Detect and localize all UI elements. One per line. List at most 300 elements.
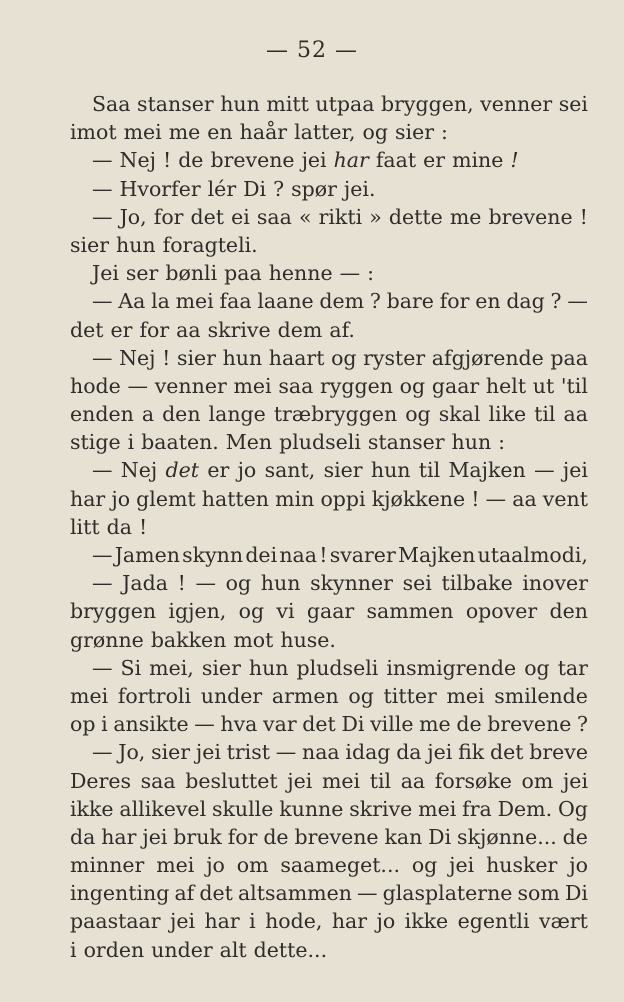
word: pludseli bbox=[279, 430, 361, 455]
word: huse. bbox=[280, 627, 336, 652]
word: til bbox=[369, 768, 392, 793]
word: er bbox=[207, 458, 230, 483]
word: rikti bbox=[318, 204, 363, 229]
word: skulle bbox=[211, 796, 274, 821]
word: dei bbox=[245, 543, 278, 567]
word: : bbox=[498, 430, 506, 455]
word: hode bbox=[70, 373, 121, 398]
word: om bbox=[521, 768, 554, 793]
word: naa bbox=[302, 740, 340, 765]
word: gaar bbox=[306, 599, 355, 624]
word: ! bbox=[471, 486, 480, 511]
word: jo bbox=[111, 486, 131, 511]
text-line bbox=[70, 259, 588, 287]
word: ryggen bbox=[320, 373, 393, 398]
text-line bbox=[70, 231, 588, 259]
word: — bbox=[92, 571, 113, 596]
word: stige bbox=[70, 430, 121, 455]
word: en bbox=[475, 289, 501, 314]
word: Aa bbox=[118, 289, 146, 314]
word: Og bbox=[558, 796, 588, 821]
word: Dem. bbox=[497, 796, 553, 821]
word: — bbox=[194, 712, 215, 737]
word: Si bbox=[120, 655, 142, 680]
word: og bbox=[524, 655, 550, 680]
word: vært bbox=[538, 909, 588, 934]
word: og bbox=[238, 599, 265, 624]
word: ! bbox=[162, 345, 171, 370]
word: som bbox=[517, 881, 560, 906]
word: har bbox=[101, 824, 137, 849]
word: latter, bbox=[294, 120, 356, 145]
word: vi bbox=[276, 599, 295, 624]
text-line bbox=[70, 851, 588, 879]
word: — bbox=[92, 543, 113, 567]
word: saa bbox=[140, 768, 176, 793]
word: oppi bbox=[320, 486, 366, 511]
word: me bbox=[419, 712, 451, 737]
word: fik bbox=[458, 740, 485, 765]
word: enden bbox=[70, 402, 134, 427]
word: 'til bbox=[560, 373, 588, 398]
word: for bbox=[153, 204, 184, 229]
word: venner bbox=[480, 92, 553, 116]
text-line bbox=[70, 456, 588, 484]
word: lange bbox=[208, 402, 266, 427]
word: Jada bbox=[122, 571, 168, 596]
word: jei bbox=[562, 768, 588, 793]
word: for bbox=[139, 317, 170, 342]
word: orden bbox=[83, 937, 145, 962]
word: træbryggen bbox=[273, 402, 398, 427]
word: ser bbox=[125, 261, 159, 286]
word: mei bbox=[123, 120, 162, 145]
word: alt bbox=[219, 937, 247, 962]
word: er bbox=[110, 317, 133, 342]
word: venner bbox=[154, 373, 227, 398]
word: af bbox=[174, 881, 195, 906]
word: Jei bbox=[92, 261, 119, 286]
page-number: — 52 — bbox=[266, 38, 358, 63]
word: brevene bbox=[210, 148, 295, 173]
word: tilbake bbox=[441, 571, 513, 596]
text-line bbox=[70, 626, 588, 654]
word: har bbox=[70, 486, 106, 511]
word: — bbox=[195, 571, 217, 596]
word: dag bbox=[506, 289, 545, 314]
word: i bbox=[101, 712, 108, 737]
word: jei bbox=[427, 740, 453, 765]
word: utpaa bbox=[315, 92, 375, 116]
word: mei, bbox=[149, 655, 194, 680]
word: og bbox=[331, 345, 357, 370]
word: skynner bbox=[310, 571, 393, 596]
word: : bbox=[367, 261, 375, 286]
text-line bbox=[70, 428, 588, 456]
word: Jamen bbox=[114, 543, 180, 567]
word: faat bbox=[375, 148, 417, 173]
word: og bbox=[348, 683, 374, 708]
word: — bbox=[339, 261, 361, 286]
text-line bbox=[70, 682, 588, 710]
word: — bbox=[92, 345, 113, 370]
word: det bbox=[165, 458, 200, 483]
word: for bbox=[439, 289, 470, 314]
word: Deres bbox=[70, 768, 132, 793]
word: det bbox=[302, 712, 336, 737]
word: lér bbox=[207, 176, 237, 201]
word: mei bbox=[156, 853, 195, 878]
word: jei bbox=[287, 768, 313, 793]
word: Nej bbox=[119, 345, 156, 370]
text-line bbox=[70, 400, 588, 428]
word: glemt bbox=[136, 486, 196, 511]
word: — bbox=[357, 881, 378, 906]
word: ingenting bbox=[70, 881, 170, 906]
text-line bbox=[70, 372, 588, 400]
word: og bbox=[399, 373, 426, 398]
word: me bbox=[168, 120, 201, 145]
word: ? bbox=[273, 176, 285, 201]
word: aa bbox=[176, 317, 201, 342]
text-line bbox=[70, 316, 588, 344]
word: mine bbox=[452, 148, 504, 173]
word: Saa bbox=[92, 92, 131, 116]
word: da bbox=[106, 514, 132, 539]
word: trist bbox=[226, 740, 270, 765]
word: — bbox=[92, 740, 113, 765]
word: mei bbox=[418, 796, 457, 821]
text-line bbox=[70, 569, 588, 597]
word: den bbox=[549, 599, 588, 624]
word: insmigrende bbox=[386, 655, 517, 680]
word: sier bbox=[176, 345, 216, 370]
word: Jo, bbox=[119, 204, 147, 229]
word: armen bbox=[271, 683, 339, 708]
word: jei bbox=[301, 148, 327, 173]
text-line bbox=[70, 513, 588, 541]
word: a bbox=[141, 402, 155, 427]
word: de bbox=[263, 824, 289, 849]
word: kunne bbox=[279, 796, 344, 821]
word: sei bbox=[558, 92, 588, 116]
word: la bbox=[151, 289, 170, 314]
word: gaar bbox=[431, 373, 480, 398]
word: ville bbox=[370, 712, 414, 737]
word: haart bbox=[268, 345, 325, 370]
word: minner bbox=[70, 853, 145, 878]
word: skynn bbox=[182, 543, 244, 567]
word: Di bbox=[428, 824, 452, 849]
word: brevene bbox=[488, 204, 573, 229]
word: min bbox=[275, 486, 315, 511]
word: like bbox=[488, 402, 527, 427]
text-line bbox=[70, 203, 588, 231]
word: mei bbox=[175, 289, 214, 314]
text-line bbox=[70, 767, 588, 795]
word: Di bbox=[341, 712, 365, 737]
word: jo bbox=[569, 853, 588, 878]
word: utaalmodi, bbox=[477, 543, 588, 567]
word: titter bbox=[383, 683, 437, 708]
word: ! bbox=[319, 543, 328, 567]
word: hode, bbox=[265, 909, 323, 934]
word: egentli bbox=[457, 909, 530, 934]
word: det bbox=[489, 740, 524, 765]
word: dem bbox=[277, 317, 323, 342]
body-text bbox=[70, 90, 588, 964]
word: bruk bbox=[173, 824, 222, 849]
word: besluttet bbox=[185, 768, 278, 793]
word: hva bbox=[220, 712, 258, 737]
word: Nej bbox=[119, 148, 156, 173]
word: ansikte bbox=[113, 712, 189, 737]
word: — bbox=[92, 148, 113, 173]
word: Nej bbox=[120, 458, 158, 483]
word: laane bbox=[257, 289, 314, 314]
word: op bbox=[70, 712, 96, 737]
word: ! bbox=[579, 204, 588, 229]
word: henne bbox=[268, 261, 333, 286]
word: forsøke bbox=[434, 768, 512, 793]
word: bønli bbox=[165, 261, 218, 286]
word: hun bbox=[116, 232, 156, 257]
word: Men bbox=[225, 430, 273, 455]
word: ryster bbox=[363, 345, 426, 370]
word: Majken bbox=[397, 543, 476, 567]
word: imot bbox=[70, 120, 117, 145]
word: — bbox=[92, 289, 113, 314]
text-line bbox=[70, 907, 588, 935]
word: : bbox=[441, 120, 448, 145]
word: de bbox=[178, 148, 204, 173]
word: Di bbox=[564, 881, 588, 906]
word: ! bbox=[138, 514, 148, 539]
word: det bbox=[199, 881, 233, 906]
word: jo bbox=[376, 909, 396, 934]
word: aa bbox=[512, 486, 537, 511]
word: hun bbox=[451, 430, 492, 455]
text-line bbox=[70, 710, 588, 738]
text-line bbox=[70, 175, 588, 203]
word: ? bbox=[576, 712, 588, 737]
word: ut bbox=[532, 373, 555, 398]
word: ? bbox=[369, 289, 381, 314]
word: hun bbox=[222, 345, 263, 370]
word: skrive bbox=[207, 317, 271, 342]
word: i bbox=[70, 937, 77, 962]
word: hun bbox=[370, 458, 411, 483]
word: afgjørende bbox=[431, 345, 544, 370]
text-line bbox=[70, 597, 588, 625]
word: saa bbox=[278, 373, 314, 398]
word: — bbox=[92, 458, 113, 483]
word: mei bbox=[70, 683, 109, 708]
word: stanser bbox=[367, 430, 445, 455]
word: mitt bbox=[266, 92, 309, 116]
text-line bbox=[70, 738, 588, 766]
word: en bbox=[207, 120, 233, 145]
word: brevene bbox=[487, 712, 572, 737]
text-line bbox=[70, 936, 588, 964]
word: for bbox=[227, 824, 258, 849]
word: baaten. bbox=[141, 430, 219, 455]
word: da bbox=[396, 740, 422, 765]
word: altsammen bbox=[237, 881, 352, 906]
word: og bbox=[362, 120, 389, 145]
word: idag bbox=[345, 740, 391, 765]
word: svarer bbox=[329, 543, 396, 567]
word: paa bbox=[550, 345, 588, 370]
word: « bbox=[298, 204, 312, 229]
word: sier bbox=[151, 740, 191, 765]
word: i bbox=[127, 430, 135, 455]
word: hun bbox=[220, 92, 260, 116]
word: Di bbox=[243, 176, 267, 201]
text-line bbox=[70, 654, 588, 682]
text-line bbox=[70, 118, 588, 146]
text-line bbox=[70, 541, 588, 569]
word: — bbox=[127, 373, 149, 398]
word: jei bbox=[142, 824, 168, 849]
word: mei bbox=[233, 373, 272, 398]
word: sier bbox=[201, 655, 241, 680]
word: er bbox=[423, 148, 446, 173]
word: bare bbox=[386, 289, 434, 314]
word: aa bbox=[563, 402, 588, 427]
word: til bbox=[534, 402, 556, 427]
word: brevene bbox=[294, 824, 379, 849]
word: paa bbox=[224, 261, 262, 286]
word: og bbox=[411, 853, 438, 878]
word: under bbox=[200, 683, 263, 708]
word: har bbox=[333, 148, 369, 173]
word: bryggen, bbox=[380, 92, 474, 116]
text-line bbox=[70, 485, 588, 513]
word: bryggen bbox=[70, 599, 157, 624]
word: jei bbox=[562, 458, 588, 483]
word: sier bbox=[323, 458, 363, 483]
word: dem bbox=[319, 289, 365, 314]
word: ! bbox=[162, 148, 172, 173]
word: sammen bbox=[366, 599, 454, 624]
word: under bbox=[151, 937, 213, 962]
word: foragteli. bbox=[162, 232, 258, 257]
word: glasplaterne bbox=[382, 881, 513, 906]
word: ei bbox=[231, 204, 250, 229]
word: mei bbox=[321, 768, 361, 793]
word: de bbox=[456, 712, 482, 737]
word: ! bbox=[510, 148, 519, 173]
word: hun bbox=[248, 655, 289, 680]
word: husker bbox=[486, 853, 558, 878]
word: sei bbox=[402, 571, 432, 596]
word: saameget... bbox=[280, 853, 400, 878]
word: Hvorfer bbox=[119, 176, 201, 201]
text-line bbox=[70, 879, 588, 907]
word: tar bbox=[557, 655, 588, 680]
word: hun bbox=[260, 571, 301, 596]
word: til bbox=[418, 458, 441, 483]
word: — bbox=[92, 204, 113, 229]
word: spør bbox=[291, 176, 337, 201]
word: ? bbox=[550, 289, 562, 314]
word: dette... bbox=[253, 937, 328, 962]
word: paastaar bbox=[70, 909, 161, 934]
word: jei bbox=[170, 909, 196, 934]
word: jo bbox=[206, 853, 225, 878]
word: — bbox=[534, 458, 555, 483]
word: af. bbox=[329, 317, 355, 342]
word: ikke bbox=[70, 796, 114, 821]
word: inover bbox=[522, 571, 588, 596]
word: allikevel bbox=[119, 796, 207, 821]
word: Majken bbox=[448, 458, 526, 483]
text-line bbox=[70, 823, 588, 851]
word: igjen, bbox=[168, 599, 227, 624]
word: bakken bbox=[150, 627, 227, 652]
text-line bbox=[70, 90, 588, 118]
word: og bbox=[225, 571, 252, 596]
word: faa bbox=[219, 289, 252, 314]
word: smilende bbox=[494, 683, 588, 708]
word: jei bbox=[449, 853, 475, 878]
word: litt bbox=[70, 514, 100, 539]
word: de bbox=[562, 824, 588, 849]
word: helt bbox=[485, 373, 527, 398]
word: jo bbox=[237, 458, 257, 483]
word: ikke bbox=[404, 909, 449, 934]
word: haår bbox=[239, 120, 288, 145]
word: grønne bbox=[70, 627, 144, 652]
word: kan bbox=[384, 824, 423, 849]
word: mot bbox=[233, 627, 274, 652]
word: skrive bbox=[349, 796, 413, 821]
word: jei bbox=[195, 740, 221, 765]
word: me bbox=[449, 204, 482, 229]
word: dette bbox=[388, 204, 443, 229]
word: sant, bbox=[264, 458, 316, 483]
word: fra bbox=[462, 796, 492, 821]
word: har bbox=[204, 909, 240, 934]
word: skjønne... bbox=[457, 824, 557, 849]
word: den bbox=[162, 402, 201, 427]
word: sier bbox=[70, 232, 110, 257]
word: saa bbox=[256, 204, 292, 229]
text-line bbox=[70, 146, 588, 174]
word: mei bbox=[446, 683, 485, 708]
word: om bbox=[236, 853, 269, 878]
word: skal bbox=[438, 402, 481, 427]
word: naa bbox=[279, 543, 317, 567]
word: stanser bbox=[137, 92, 214, 116]
word: — bbox=[567, 289, 588, 314]
word: pludseli bbox=[296, 655, 379, 680]
word: kjøkkene bbox=[371, 486, 466, 511]
word: » bbox=[369, 204, 382, 229]
word: ! bbox=[177, 571, 186, 596]
word: var bbox=[263, 712, 297, 737]
word: sier bbox=[395, 120, 435, 145]
word: i bbox=[249, 909, 256, 934]
text-line bbox=[70, 287, 588, 315]
word: har bbox=[331, 909, 368, 934]
text-line bbox=[70, 795, 588, 823]
word: og bbox=[405, 402, 431, 427]
word: breve bbox=[529, 740, 588, 765]
word: fortroli bbox=[117, 683, 192, 708]
word: — bbox=[275, 740, 297, 765]
